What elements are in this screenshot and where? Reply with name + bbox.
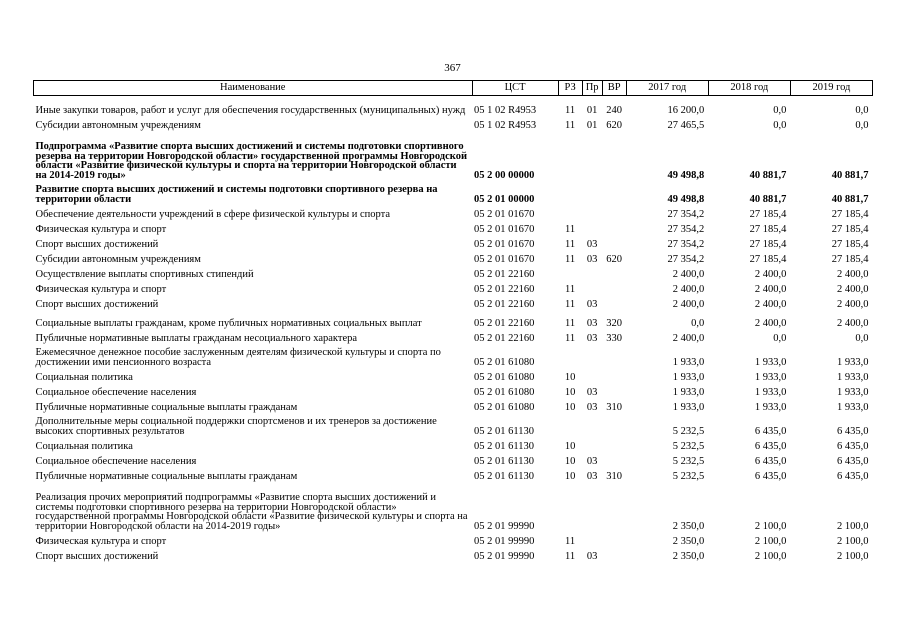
row-name: Социальное обеспечение населения — [35, 455, 197, 467]
row-cst: 05 1 02 R4953 — [474, 119, 537, 131]
row-2018: 0,0 — [773, 332, 787, 344]
row-vr — [602, 234, 626, 249]
row-vr — [602, 451, 626, 466]
row-cst: 05 2 01 22160 — [474, 332, 535, 344]
row-pr — [582, 367, 602, 382]
row-2017: 27 354,2 — [667, 238, 705, 250]
row-2019: 40 881,7 — [831, 193, 869, 205]
row-cst: 05 2 01 01670 — [474, 253, 535, 265]
row-pr — [582, 343, 602, 367]
row-rz: 10 — [564, 371, 576, 383]
row-pr: 03 — [586, 455, 598, 467]
row-cst: 05 2 01 99990 — [474, 535, 535, 547]
row-2019: 2 100,0 — [837, 520, 869, 532]
row-2018: 2 400,0 — [754, 298, 787, 310]
row-2018: 6 435,0 — [754, 440, 787, 452]
row-2019: 6 435,0 — [837, 425, 869, 437]
row-name: Ежемесячное денежное пособие заслуженным деятелям физической культуры и спорта по достижении ими пенсионного возраста — [35, 347, 441, 368]
row-name: Дополнительные меры социальной поддержки спортсменов и их тренеров за достижение высоких спортивных результатов — [35, 416, 437, 437]
row-rz — [558, 412, 582, 436]
row-rz — [558, 343, 582, 367]
row-pr — [582, 436, 602, 451]
row-2017: 2 350,0 — [672, 535, 705, 547]
row-name: Физическая культура и спорт — [35, 535, 167, 547]
row-2019: 6 435,0 — [837, 455, 869, 467]
row-2019: 1 933,0 — [837, 371, 869, 383]
row-cst: 05 2 01 01670 — [474, 238, 535, 250]
row-2019: 27 185,4 — [831, 223, 869, 235]
row-2019: 0,0 — [855, 332, 869, 344]
row-2019: 27 185,4 — [831, 208, 869, 220]
row-name: Публичные нормативные социальные выплаты гражданам — [35, 470, 298, 482]
header-pr: Пр — [582, 81, 602, 96]
table-row — [34, 531, 873, 546]
table-row — [34, 234, 873, 249]
row-2019: 0,0 — [855, 119, 869, 131]
row-2017: 2 400,0 — [672, 298, 705, 310]
row-name: Субсидии автономным учреждениям — [35, 253, 201, 265]
row-2018: 6 435,0 — [754, 470, 787, 482]
table-row — [34, 264, 873, 279]
row-2017: 27 354,2 — [667, 223, 705, 235]
row-name: Спорт высших достижений — [35, 550, 159, 562]
row-pr: 03 — [586, 401, 598, 413]
row-2019: 1 933,0 — [837, 401, 869, 413]
row-cst: 05 2 01 61080 — [474, 371, 535, 383]
row-2017: 0,0 — [691, 317, 705, 329]
row-vr: 620 — [606, 253, 623, 265]
row-2017: 1 933,0 — [672, 356, 705, 368]
row-vr — [602, 546, 626, 561]
row-rz: 11 — [565, 298, 576, 310]
row-name: Субсидии автономным учреждениям — [35, 119, 201, 131]
table-row — [34, 412, 873, 436]
row-2019: 2 400,0 — [837, 268, 869, 280]
row-2017: 2 350,0 — [672, 550, 705, 562]
row-pr: 01 — [586, 104, 598, 116]
row-vr: 310 — [606, 470, 623, 482]
header-cst: ЦСТ — [472, 81, 558, 96]
table-row — [34, 96, 873, 116]
row-pr — [582, 130, 602, 180]
row-name: Физическая культура и спорт — [35, 223, 167, 235]
row-2019: 1 933,0 — [837, 386, 869, 398]
row-cst: 05 2 01 00000 — [474, 193, 535, 205]
row-name: Обеспечение деятельности учреждений в сфере физической культуры и спорта — [35, 208, 391, 220]
header-2017: 2017 год — [626, 81, 708, 96]
row-cst: 05 2 01 61130 — [474, 440, 535, 452]
row-2019: 2 400,0 — [837, 298, 869, 310]
row-name: Социальные выплаты гражданам, кроме публичных нормативных социальных выплат — [35, 317, 422, 329]
row-2019: 6 435,0 — [837, 440, 869, 452]
row-cst: 05 2 01 01670 — [474, 208, 535, 220]
row-2018: 1 933,0 — [754, 371, 787, 383]
row-2018: 27 185,4 — [749, 253, 787, 265]
row-2019: 2 100,0 — [837, 550, 869, 562]
row-name: Осуществление выплаты спортивных стипендий — [35, 268, 254, 280]
row-pr: 03 — [586, 550, 598, 562]
table-row — [34, 436, 873, 451]
header-2019: 2019 год — [790, 81, 872, 96]
row-cst: 05 2 01 61130 — [474, 470, 535, 482]
row-cst: 05 1 02 R4953 — [474, 104, 537, 116]
row-rz: 11 — [565, 550, 576, 562]
header-vr: ВР — [602, 81, 626, 96]
row-vr — [602, 264, 626, 279]
row-vr: 240 — [606, 104, 623, 116]
row-name: Публичные нормативные выплаты гражданам несоциального характера — [35, 332, 358, 344]
row-vr: 330 — [606, 332, 623, 344]
row-2019: 2 400,0 — [837, 283, 869, 295]
row-2018: 2 400,0 — [754, 283, 787, 295]
row-vr — [602, 436, 626, 451]
row-name: Спорт высших достижений — [35, 298, 159, 310]
row-rz — [558, 204, 582, 219]
budget-table — [33, 80, 873, 561]
row-rz — [558, 130, 582, 180]
table-row — [34, 397, 873, 412]
row-2018: 0,0 — [773, 119, 787, 131]
row-vr — [602, 343, 626, 367]
row-vr: 620 — [606, 119, 623, 131]
row-rz: 11 — [565, 104, 576, 116]
row-pr — [582, 481, 602, 531]
row-rz — [558, 264, 582, 279]
row-vr — [602, 204, 626, 219]
row-rz — [558, 180, 582, 204]
row-2017: 5 232,5 — [672, 470, 705, 482]
row-vr — [602, 367, 626, 382]
table-header — [34, 81, 873, 96]
row-rz: 10 — [564, 401, 576, 413]
row-2017: 1 933,0 — [672, 386, 705, 398]
table-row — [34, 481, 873, 531]
row-2019: 40 881,7 — [831, 169, 869, 181]
row-name: Иные закупки товаров, работ и услуг для обеспечения государственных (муниципальных) нужд — [35, 104, 466, 116]
table-row — [34, 130, 873, 180]
row-vr — [602, 382, 626, 397]
table-row — [34, 367, 873, 382]
row-rz: 10 — [564, 455, 576, 467]
row-pr: 03 — [586, 386, 598, 398]
table-row — [34, 219, 873, 234]
row-2017: 5 232,5 — [672, 440, 705, 452]
row-cst: 05 2 01 22160 — [474, 283, 535, 295]
row-2017: 5 232,5 — [672, 425, 705, 437]
table-row — [34, 115, 873, 130]
row-2018: 1 933,0 — [754, 386, 787, 398]
row-cst: 05 2 01 61080 — [474, 386, 535, 398]
row-2018: 1 933,0 — [754, 401, 787, 413]
row-pr: 03 — [586, 238, 598, 250]
row-name: Развитие спорта высших достижений и системы подготовки спортивного резерва на территории области — [35, 184, 438, 205]
row-2017: 16 200,0 — [667, 104, 705, 116]
table-row — [34, 249, 873, 264]
row-vr — [602, 130, 626, 180]
row-rz — [558, 481, 582, 531]
row-rz: 11 — [565, 238, 576, 250]
row-rz: 11 — [565, 317, 576, 329]
table-row — [34, 279, 873, 294]
row-2017: 5 232,5 — [672, 455, 705, 467]
row-2017: 27 354,2 — [667, 253, 705, 265]
row-pr: 03 — [586, 317, 598, 329]
row-2018: 27 185,4 — [749, 223, 787, 235]
row-2019: 27 185,4 — [831, 253, 869, 265]
row-2018: 2 100,0 — [754, 520, 787, 532]
row-2019: 2 100,0 — [837, 535, 869, 547]
row-cst: 05 2 01 61130 — [474, 425, 535, 437]
row-pr — [582, 204, 602, 219]
table-row — [34, 343, 873, 367]
row-2019: 1 933,0 — [837, 356, 869, 368]
row-vr: 320 — [606, 317, 623, 329]
row-cst: 05 2 01 61080 — [474, 356, 535, 368]
table-row — [34, 466, 873, 481]
row-2018: 27 185,4 — [749, 208, 787, 220]
row-rz: 11 — [565, 119, 576, 131]
table-row — [34, 294, 873, 309]
row-2018: 0,0 — [773, 104, 787, 116]
row-2018: 40 881,7 — [749, 193, 787, 205]
row-cst: 05 2 01 01670 — [474, 223, 535, 235]
header-name: Наименование — [34, 81, 473, 96]
row-cst: 05 2 01 61130 — [474, 455, 535, 467]
row-name: Социальная политика — [35, 371, 133, 383]
row-pr — [582, 264, 602, 279]
row-name: Спорт высших достижений — [35, 238, 159, 250]
header-2018: 2018 год — [708, 81, 790, 96]
row-2018: 6 435,0 — [754, 455, 787, 467]
row-name: Реализация прочих мероприятий подпрограммы «Развитие спорта высших достижений и системы подготовки спортивного резерва на территории Новгородской области» государственной программы Новгородской области «Развитие физической культуры и спорта на территории Новгородской области на 2014-2019 годы» — [35, 492, 468, 532]
row-2017: 2 400,0 — [672, 283, 705, 295]
row-2017: 2 400,0 — [672, 332, 705, 344]
row-vr: 310 — [606, 401, 623, 413]
row-2017: 49 498,8 — [667, 193, 705, 205]
row-pr: 03 — [586, 332, 598, 344]
table-row — [34, 546, 873, 561]
row-2017: 27 465,5 — [667, 119, 705, 131]
row-2017: 49 498,8 — [667, 169, 705, 181]
table-row — [34, 382, 873, 397]
row-2018: 6 435,0 — [754, 425, 787, 437]
row-2018: 2 100,0 — [754, 550, 787, 562]
row-pr — [582, 279, 602, 294]
row-pr: 03 — [586, 253, 598, 265]
row-cst: 05 2 01 61080 — [474, 401, 535, 413]
row-rz: 11 — [565, 223, 576, 235]
row-cst: 05 2 01 22160 — [474, 317, 535, 329]
table-row — [34, 451, 873, 466]
row-2017: 27 354,2 — [667, 208, 705, 220]
row-cst: 05 2 00 00000 — [474, 169, 535, 181]
row-2019: 27 185,4 — [831, 238, 869, 250]
row-2018: 40 881,7 — [749, 169, 787, 181]
row-cst: 05 2 01 99990 — [474, 550, 535, 562]
row-2019: 2 400,0 — [837, 317, 869, 329]
row-name: Физическая культура и спорт — [35, 283, 167, 295]
row-name: Подпрограмма «Развитие спорта высших достижений и системы подготовки спортивного резерва на территории Новгородской области» государственной программы Новгородской области «Развитие физической культуры и спорта на территории Новгородской области на 2014-2019 годы» — [35, 141, 467, 181]
table-row — [34, 204, 873, 219]
row-2017: 2 350,0 — [672, 520, 705, 532]
row-2017: 1 933,0 — [672, 401, 705, 413]
row-name: Социальное обеспечение населения — [35, 386, 197, 398]
row-pr — [582, 531, 602, 546]
row-rz: 11 — [565, 253, 576, 265]
row-rz: 11 — [565, 535, 576, 547]
row-vr — [602, 481, 626, 531]
row-name: Публичные нормативные социальные выплаты гражданам — [35, 401, 298, 413]
table-row — [34, 309, 873, 328]
row-rz: 11 — [565, 332, 576, 344]
row-2018: 27 185,4 — [749, 238, 787, 250]
row-pr — [582, 412, 602, 436]
row-rz: 10 — [564, 440, 576, 452]
row-2018: 2 100,0 — [754, 535, 787, 547]
row-vr — [602, 180, 626, 204]
row-pr — [582, 180, 602, 204]
row-2017: 2 400,0 — [672, 268, 705, 280]
row-name: Социальная политика — [35, 440, 133, 452]
header-row — [34, 81, 873, 96]
row-2018: 2 400,0 — [754, 268, 787, 280]
row-vr — [602, 279, 626, 294]
page-number: 367 — [444, 62, 461, 74]
row-2019: 6 435,0 — [837, 470, 869, 482]
row-pr: 03 — [586, 298, 598, 310]
row-2017: 1 933,0 — [672, 371, 705, 383]
row-pr: 01 — [586, 119, 598, 131]
row-rz: 10 — [564, 386, 576, 398]
table-row — [34, 180, 873, 204]
row-cst: 05 2 01 22160 — [474, 298, 535, 310]
row-2019: 0,0 — [855, 104, 869, 116]
row-vr — [602, 531, 626, 546]
row-pr: 03 — [586, 470, 598, 482]
row-2018: 2 400,0 — [754, 317, 787, 329]
row-cst: 05 2 01 22160 — [474, 268, 535, 280]
header-rz: РЗ — [558, 81, 582, 96]
row-vr — [602, 412, 626, 436]
row-pr — [582, 219, 602, 234]
row-2018: 1 933,0 — [754, 356, 787, 368]
table-body — [34, 96, 873, 562]
row-rz: 11 — [565, 283, 576, 295]
row-rz: 10 — [564, 470, 576, 482]
table-row — [34, 328, 873, 343]
row-cst: 05 2 01 99990 — [474, 520, 535, 532]
row-vr — [602, 294, 626, 309]
row-vr — [602, 219, 626, 234]
